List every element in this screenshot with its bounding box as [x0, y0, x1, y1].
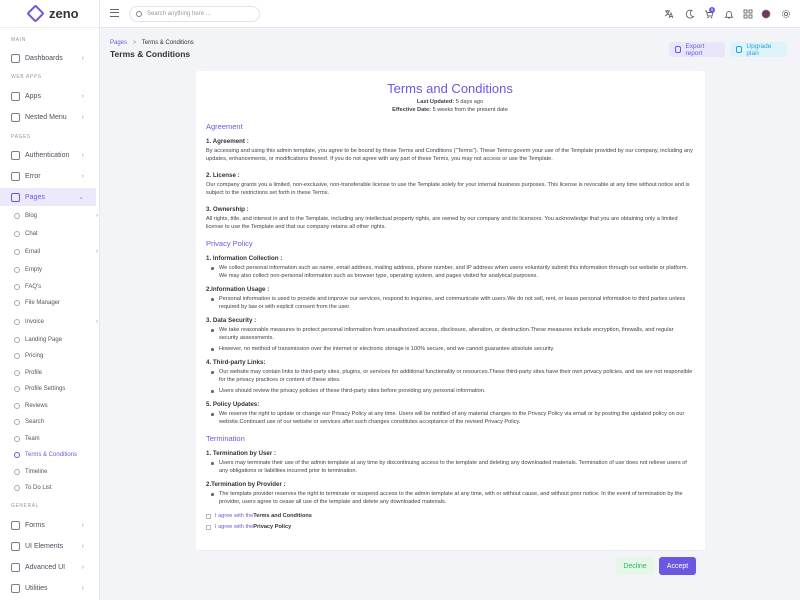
list-item: We collect personal information such as name, email address, mailing address, phone number, and IP address when users voluntarily submit this information through our website or platform. We may also collect non-personal information such as browser type, operating system, and pages visited for analytical purposes.	[206, 264, 694, 280]
agree-terms-checkbox[interactable]: I agree with the Terms and Conditions	[206, 512, 694, 520]
sidebar-sub-todo-list[interactable]: To Do List	[14, 485, 52, 491]
apps-icon[interactable]	[743, 9, 753, 19]
page-title: Terms & Conditions	[110, 49, 191, 59]
effective-date: Effective Date: 5 weeks from the present date	[392, 107, 508, 113]
menu-toggle-icon[interactable]	[110, 9, 119, 17]
policy-updates-list	[206, 410, 694, 426]
list-item: The template provider reserves the right to terminate or suspend access to the admin template at any time, with or without cause, and without prior notice. In the event of termination by the provider, users agree to cease all use of the template and delete any downloaded materials.	[206, 490, 694, 506]
termination-heading: Termination	[206, 434, 245, 443]
search-input[interactable]	[129, 6, 260, 22]
termination-provider-title: 2.Termination by Provider :	[206, 481, 286, 488]
terms-document	[206, 78, 694, 534]
checkbox-box[interactable]	[206, 514, 211, 519]
breadcrumb-separator: >	[132, 40, 137, 46]
chevron-right-icon: ›	[96, 249, 98, 255]
chevron-right-icon: ›	[81, 542, 84, 550]
layers-icon	[11, 113, 20, 122]
sidebar-sub-team[interactable]: Team	[14, 436, 40, 442]
data-security-list	[206, 326, 694, 353]
chevron-right-icon: ›	[81, 54, 84, 62]
moon-icon[interactable]	[685, 9, 695, 19]
list-item: Personal information is used to provide and improve our services, respond to inquiries, and communicate with users.We do not sell, rent, or lease personal information to third parties unless required by law or with explicit consent from the user.	[206, 295, 694, 311]
file-icon	[11, 193, 20, 202]
agreement-clause-title: 1. Agreement :	[206, 138, 249, 145]
brand-name: zeno	[49, 6, 79, 21]
privacy-heading: Privacy Policy	[206, 239, 253, 248]
sidebar-item-pages[interactable]: Pages ⌄	[0, 188, 96, 206]
sidebar-sub-empty[interactable]: Empty	[14, 267, 42, 273]
sidebar-item-forms[interactable]: Forms ›	[0, 516, 96, 534]
search-icon	[136, 11, 142, 17]
export-report-button[interactable]: Export report	[669, 42, 725, 57]
chevron-right-icon: ›	[81, 563, 84, 571]
chevron-right-icon: ›	[81, 113, 84, 121]
list-item: Our website may contain links to third-party sites, plugins, or services for additional functionality or resources.These third-party sites have their own privacy policies, and we are not responsible for the privacy practices or content of these sites.	[206, 368, 694, 384]
top-bar	[100, 0, 800, 28]
tools-icon	[11, 584, 20, 593]
settings-gear-icon[interactable]	[781, 9, 791, 19]
sidebar-item-error[interactable]: Error ›	[0, 167, 96, 185]
ownership-clause-title: 3. Ownership :	[206, 206, 249, 213]
chevron-right-icon: ›	[81, 92, 84, 100]
chevron-right-icon: ›	[81, 521, 84, 529]
chevron-right-icon: ›	[81, 172, 84, 180]
agreement-clause-text: By accessing and using this admin template, you agree to be bound by these Terms and Conditions ("Terms"). These Terms govern your use of the Template provided by our company, including any updates, enhancements, or modifications thereof. If you do not agree with any part of these Terms, you may not access or use the Template.	[206, 148, 693, 162]
agreement-heading: Agreement	[206, 122, 243, 131]
sidebar-sub-timeline[interactable]: Timeline	[14, 469, 47, 475]
sidebar-sub-reviews[interactable]: Reviews	[14, 403, 48, 409]
lock-icon	[11, 151, 20, 160]
checkbox-box[interactable]	[206, 525, 211, 530]
license-clause-text: Our company grants you a limited, non-exclusive, non-transferable license to use the Template solely for your internal business purposes. This license is revocable at any time without notice and is subject to the restrictions set forth in these Terms.	[206, 182, 690, 196]
sidebar-item-apps[interactable]: Apps ›	[0, 87, 96, 105]
sidebar-sub-file-manager[interactable]: File Manager	[14, 300, 60, 306]
translate-icon[interactable]	[664, 9, 674, 19]
sidebar-sub-profile[interactable]: Profile	[14, 370, 42, 376]
third-party-title: 4. Third-party Links:	[206, 359, 266, 366]
section-general: GENERAL	[11, 503, 40, 509]
info-collection-title: 1. Information Collection :	[206, 255, 283, 262]
third-party-list	[206, 368, 694, 395]
warning-icon	[11, 172, 20, 181]
sidebar-item-nested-menu[interactable]: Nested Menu ›	[0, 108, 96, 126]
export-icon	[675, 46, 681, 53]
last-updated: Last Updated: 5 days ago	[416, 99, 484, 105]
ownership-clause-text: All rights, title, and interest in and to the Template, including any intellectual property rights, are owned by our company and its licensors. You acknowledge that you are obtaining only a limited license to use the Template and that our company retains all other rights.	[206, 216, 678, 230]
sidebar	[0, 0, 100, 600]
termination-user-title: 1. Termination by User :	[206, 450, 277, 457]
cart-count-badge: 5	[710, 7, 714, 12]
section-web-apps: WEB APPS	[11, 74, 42, 80]
sidebar-sub-chat[interactable]: Chat	[14, 231, 38, 237]
brand-logo[interactable]	[0, 0, 99, 28]
search-placeholder: Search anything here ...	[147, 11, 211, 17]
sidebar-item-ui-elements[interactable]: UI Elements ›	[0, 537, 96, 555]
list-item: We take reasonable measures to protect personal information from unauthorized access, disclosure, alteration, or destruction.These measures include encryption, firewalls, and regular security assessments.	[206, 326, 694, 342]
sidebar-sub-search[interactable]: Search	[14, 419, 44, 425]
sidebar-sub-email[interactable]: Email ›	[14, 249, 40, 255]
termination-provider-list	[206, 490, 694, 506]
sidebar-sub-profile-settings[interactable]: Profile Settings	[14, 386, 65, 392]
sidebar-sub-terms-conditions[interactable]: Terms & Conditions	[14, 452, 77, 458]
sidebar-sub-faqs[interactable]: FAQ's	[14, 284, 41, 290]
box-icon	[11, 542, 20, 551]
card-footer-divider	[196, 550, 705, 551]
document-title: Terms and Conditions	[387, 81, 513, 96]
chevron-right-icon: ›	[96, 319, 98, 325]
home-icon	[11, 54, 20, 63]
layout-icon	[11, 563, 20, 572]
sidebar-sub-pricing[interactable]: Pricing	[14, 353, 43, 359]
chevron-right-icon: ›	[81, 584, 84, 592]
accept-button[interactable]: Accept	[659, 557, 696, 575]
info-usage-title: 2.Information Usage :	[206, 286, 270, 293]
bell-icon[interactable]	[724, 9, 734, 19]
chevron-right-icon: ›	[96, 213, 98, 219]
logo-icon	[26, 4, 44, 22]
section-pages: PAGES	[11, 134, 31, 140]
breadcrumb-link-pages[interactable]: Pages	[110, 40, 128, 46]
avatar[interactable]	[761, 9, 771, 19]
chevron-right-icon: ›	[81, 151, 84, 159]
terms-card	[196, 71, 705, 551]
list-item: However, no method of transmission over the internet or electronic storage is 100% secure, and we cannot guarantee absolute security.	[206, 345, 694, 353]
list-item: We reserve the right to update or change our Privacy Policy at any time. Users will be notified of any material changes to the Privacy Policy via email or by posting the updated policy on our website.Continued use of our website or services after such changes constitutes acceptance of the revised Privacy Policy.	[206, 410, 694, 426]
form-icon	[11, 521, 20, 530]
decline-button[interactable]: Decline	[616, 557, 654, 575]
list-item: Users should review the privacy policies of these third-party sites before providing any personal information.	[206, 387, 694, 395]
breadcrumb-current: Terms & Conditions	[141, 40, 194, 46]
breadcrumb	[110, 40, 194, 46]
sidebar-item-utilities[interactable]: Utilities ›	[0, 579, 96, 597]
license-clause-title: 2. License :	[206, 172, 240, 179]
data-security-title: 3. Data Security :	[206, 317, 257, 324]
sidebar-item-authentication[interactable]: Authentication ›	[0, 146, 96, 164]
info-usage-list	[206, 295, 694, 311]
grid-icon	[11, 92, 20, 101]
sidebar-sub-invoice[interactable]: Invoice ›	[14, 319, 44, 325]
upgrade-icon	[736, 46, 742, 53]
list-item: Users may terminate their use of the admin template at any time by discontinuing access to the template and deleting any downloaded materials. Termination of use does not relieve users of any obligations or liabilities incurred prior to termination.	[206, 459, 694, 475]
sidebar-sub-landing-page[interactable]: Landing Page	[14, 337, 62, 343]
sidebar-item-dashboards[interactable]: Dashboards ›	[0, 49, 96, 67]
section-main: MAIN	[11, 37, 26, 43]
upgrade-plan-button[interactable]: Upgrade plan	[730, 42, 787, 57]
agree-privacy-checkbox[interactable]: I agree with the Privacy Policy	[206, 523, 694, 531]
termination-user-list	[206, 459, 694, 475]
sidebar-sub-blog[interactable]: Blog ›	[14, 213, 37, 219]
sidebar-item-advanced-ui[interactable]: Advanced UI ›	[0, 558, 96, 576]
info-collection-list	[206, 264, 694, 280]
policy-updates-title: 5. Policy Updates:	[206, 401, 260, 408]
chevron-down-icon: ⌄	[78, 194, 84, 201]
